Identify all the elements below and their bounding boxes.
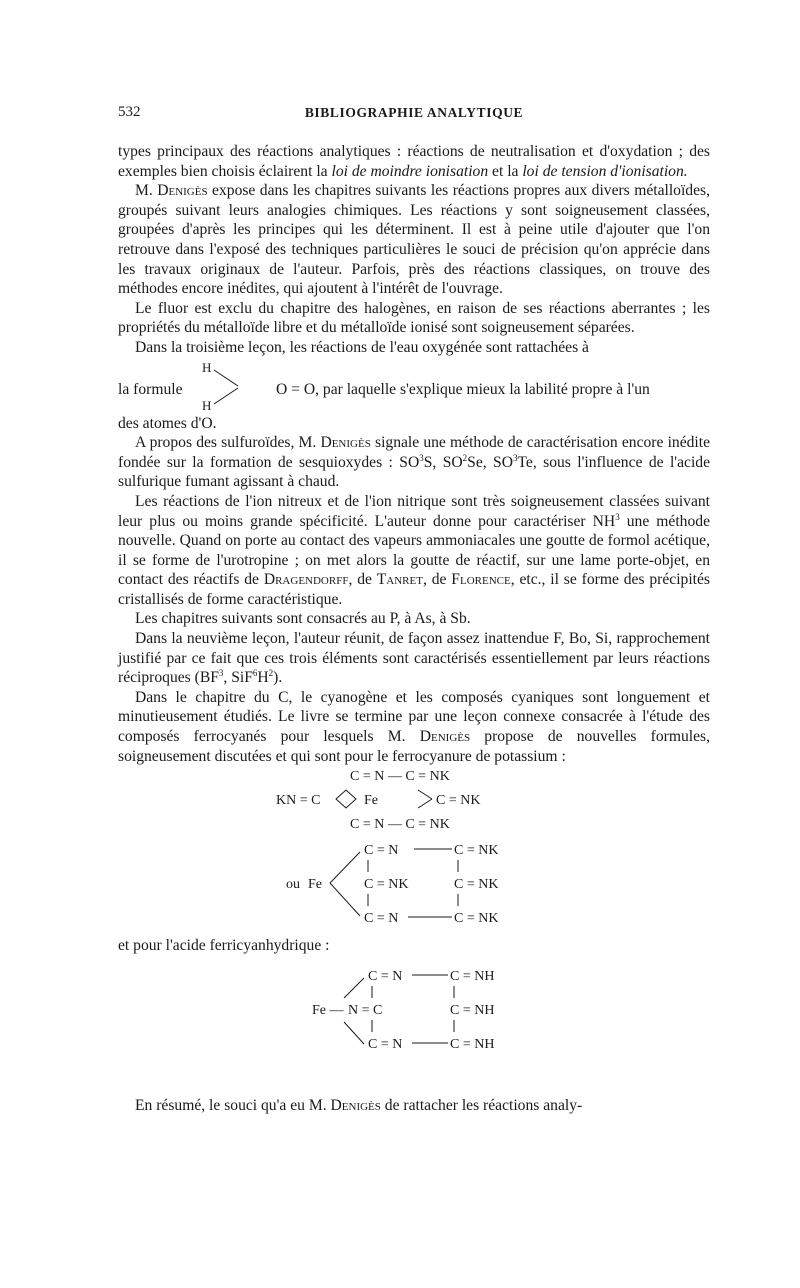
svg-text:C = NK: C = NK bbox=[454, 877, 499, 893]
svg-text:C = N: C = N bbox=[368, 968, 403, 984]
ferrocyanide-formula-2-svg bbox=[118, 838, 710, 926]
svg-text:C = N: C = N bbox=[364, 843, 399, 859]
svg-text:Fe —: Fe — bbox=[312, 1002, 344, 1018]
paragraph-10: et pour l'acide ferricyanhydrique : bbox=[118, 937, 330, 955]
paragraph-1: types principaux des réactions analytiques : réactions de neutralisation et d'oxydation ; des exemples bien choisis éclairent la loi de moindre ionisation et la loi de tension d'ionisation. bbox=[118, 143, 710, 180]
running-title: BIBLIOGRAPHIE ANALYTIQUE bbox=[304, 105, 524, 120]
paragraph-7: Les chapitres suivants sont consacrés au P, à As, à Sb. bbox=[135, 610, 471, 628]
svg-text:C = NK: C = NK bbox=[454, 843, 499, 859]
ferrocyanide-formula-2 bbox=[118, 838, 710, 926]
svg-text:C = N — C = NK: C = N — C = NK bbox=[350, 769, 450, 785]
h2o2-formula-line: la formule H H O = O, par laquelle s'explique mieux la labilité propre à l'un bbox=[118, 359, 650, 413]
body-text bbox=[118, 142, 710, 1054]
svg-text:C = NK: C = NK bbox=[436, 793, 481, 809]
paragraph-6: Les réactions de l'ion nitreux et de l'ion nitrique sont très soigneusement classées suivant leur plus ou moins grande spécificité. L'auteur donne pour caractériser $NH^3$ une méthode nouvelle. Quand on porte au contact des vapeurs ammoniacales une goutte de formol acétique, il se forme de l'urotropine ; on met alors la goutte de réactif, sur une lame porte-objet, en contact des réactifs de Dragendorff, de Tanret, de Florence, etc., il se forme des précipités cristallisés de forme caractéristique. bbox=[118, 492, 710, 608]
svg-text:C = NH: C = NH bbox=[450, 1036, 495, 1052]
final-paragraph: En résumé, le souci qu'a eu M. Denigès de rattacher les réactions analy- bbox=[135, 1097, 583, 1114]
h2o2-formula: H H bbox=[198, 358, 268, 414]
paragraph-4-intro: Dans la troisième leçon, les réactions de l'eau oxygénée sont rattachées à bbox=[135, 338, 589, 356]
author-name: M. Denigès bbox=[135, 182, 208, 200]
svg-text:Fe: Fe bbox=[364, 793, 378, 809]
svg-text:Fe: Fe bbox=[308, 877, 322, 893]
svg-text:C = N: C = N bbox=[364, 911, 399, 927]
ferrocyanide-formula-1 bbox=[118, 766, 710, 832]
ferrocyanide-formula-1-svg bbox=[118, 766, 710, 832]
h2o2-bonds bbox=[198, 358, 268, 414]
paragraph-3: Le fluor est exclu du chapitre des halogènes, en raison de ses réactions aberrantes ; les propriétés du métalloïde libre et du métalloïde ionisé sont soigneusement séparées. bbox=[118, 299, 710, 337]
svg-text:KN = C: KN = C bbox=[276, 793, 321, 809]
ferricyanhydric-formula-svg bbox=[118, 964, 710, 1054]
page-number: 532 bbox=[118, 104, 141, 120]
svg-text:C = N — C = NK: C = N — C = NK bbox=[350, 817, 450, 833]
svg-text:C = NK: C = NK bbox=[364, 877, 409, 893]
paragraph-8: Dans la neuvième leçon, l'auteur réunit, de façon assez inattendue F, Bo, Si, rapprochement justifié par ce fait que ces trois éléments sont caractérisés essentiellement par leurs réactions réciproques ($BF^3$, $SiF^6H^2$). bbox=[118, 630, 710, 687]
svg-text:C = N: C = N bbox=[368, 1036, 403, 1052]
paragraph-5: A propos des sulfuroïdes, M. Denigès signale une méthode de caractérisation encore inédite fondée sur la formation de sesquioxydes : $SO^3S$, $SO^2Se$, $SO^3Te$, sous l'influence de l'acide sulfurique fumant agissant à chaud. bbox=[118, 434, 711, 491]
paragraph-9: Dans le chapitre du C, le cyanogène et les composés cyaniques sont longuement et minutieusement étudiés. Le livre se termine par une leçon connexe consacrée à l'étude des composés ferrocyanés pour lesquels M. Denigès propose de nouvelles formules, soigneusement discutées et qui sont pour le ferrocyanure de potassium : bbox=[118, 688, 711, 765]
svg-text:ou: ou bbox=[286, 877, 300, 893]
svg-text:N = C: N = C bbox=[348, 1002, 383, 1018]
ferricyanhydric-formula bbox=[118, 964, 710, 1054]
svg-text:C = NK: C = NK bbox=[454, 911, 499, 927]
paragraph-4-end: des atomes d'O. bbox=[118, 414, 217, 432]
paragraph-2: M. Denigès expose dans les chapitres suivants les réactions propres aux divers métalloïdes, groupés suivant leurs analogies chimiques. Les réactions y sont soigneusement classées, groupées d'après les principes qui les déterminent. Il est à peine utile d'ajouter que l'on retrouve dans l'exposé des techniques particulières le souci de précision qu'on apprécie dans les travaux originaux de l'auteur. Parfois, près des réactions classiques, on trouve des méthodes encore inédites, qui ajoutent à l'intérêt de l'ouvrage. bbox=[118, 182, 710, 298]
svg-text:C = NH: C = NH bbox=[450, 1002, 495, 1018]
svg-text:C = NH: C = NH bbox=[450, 968, 495, 984]
page-header bbox=[118, 104, 710, 126]
